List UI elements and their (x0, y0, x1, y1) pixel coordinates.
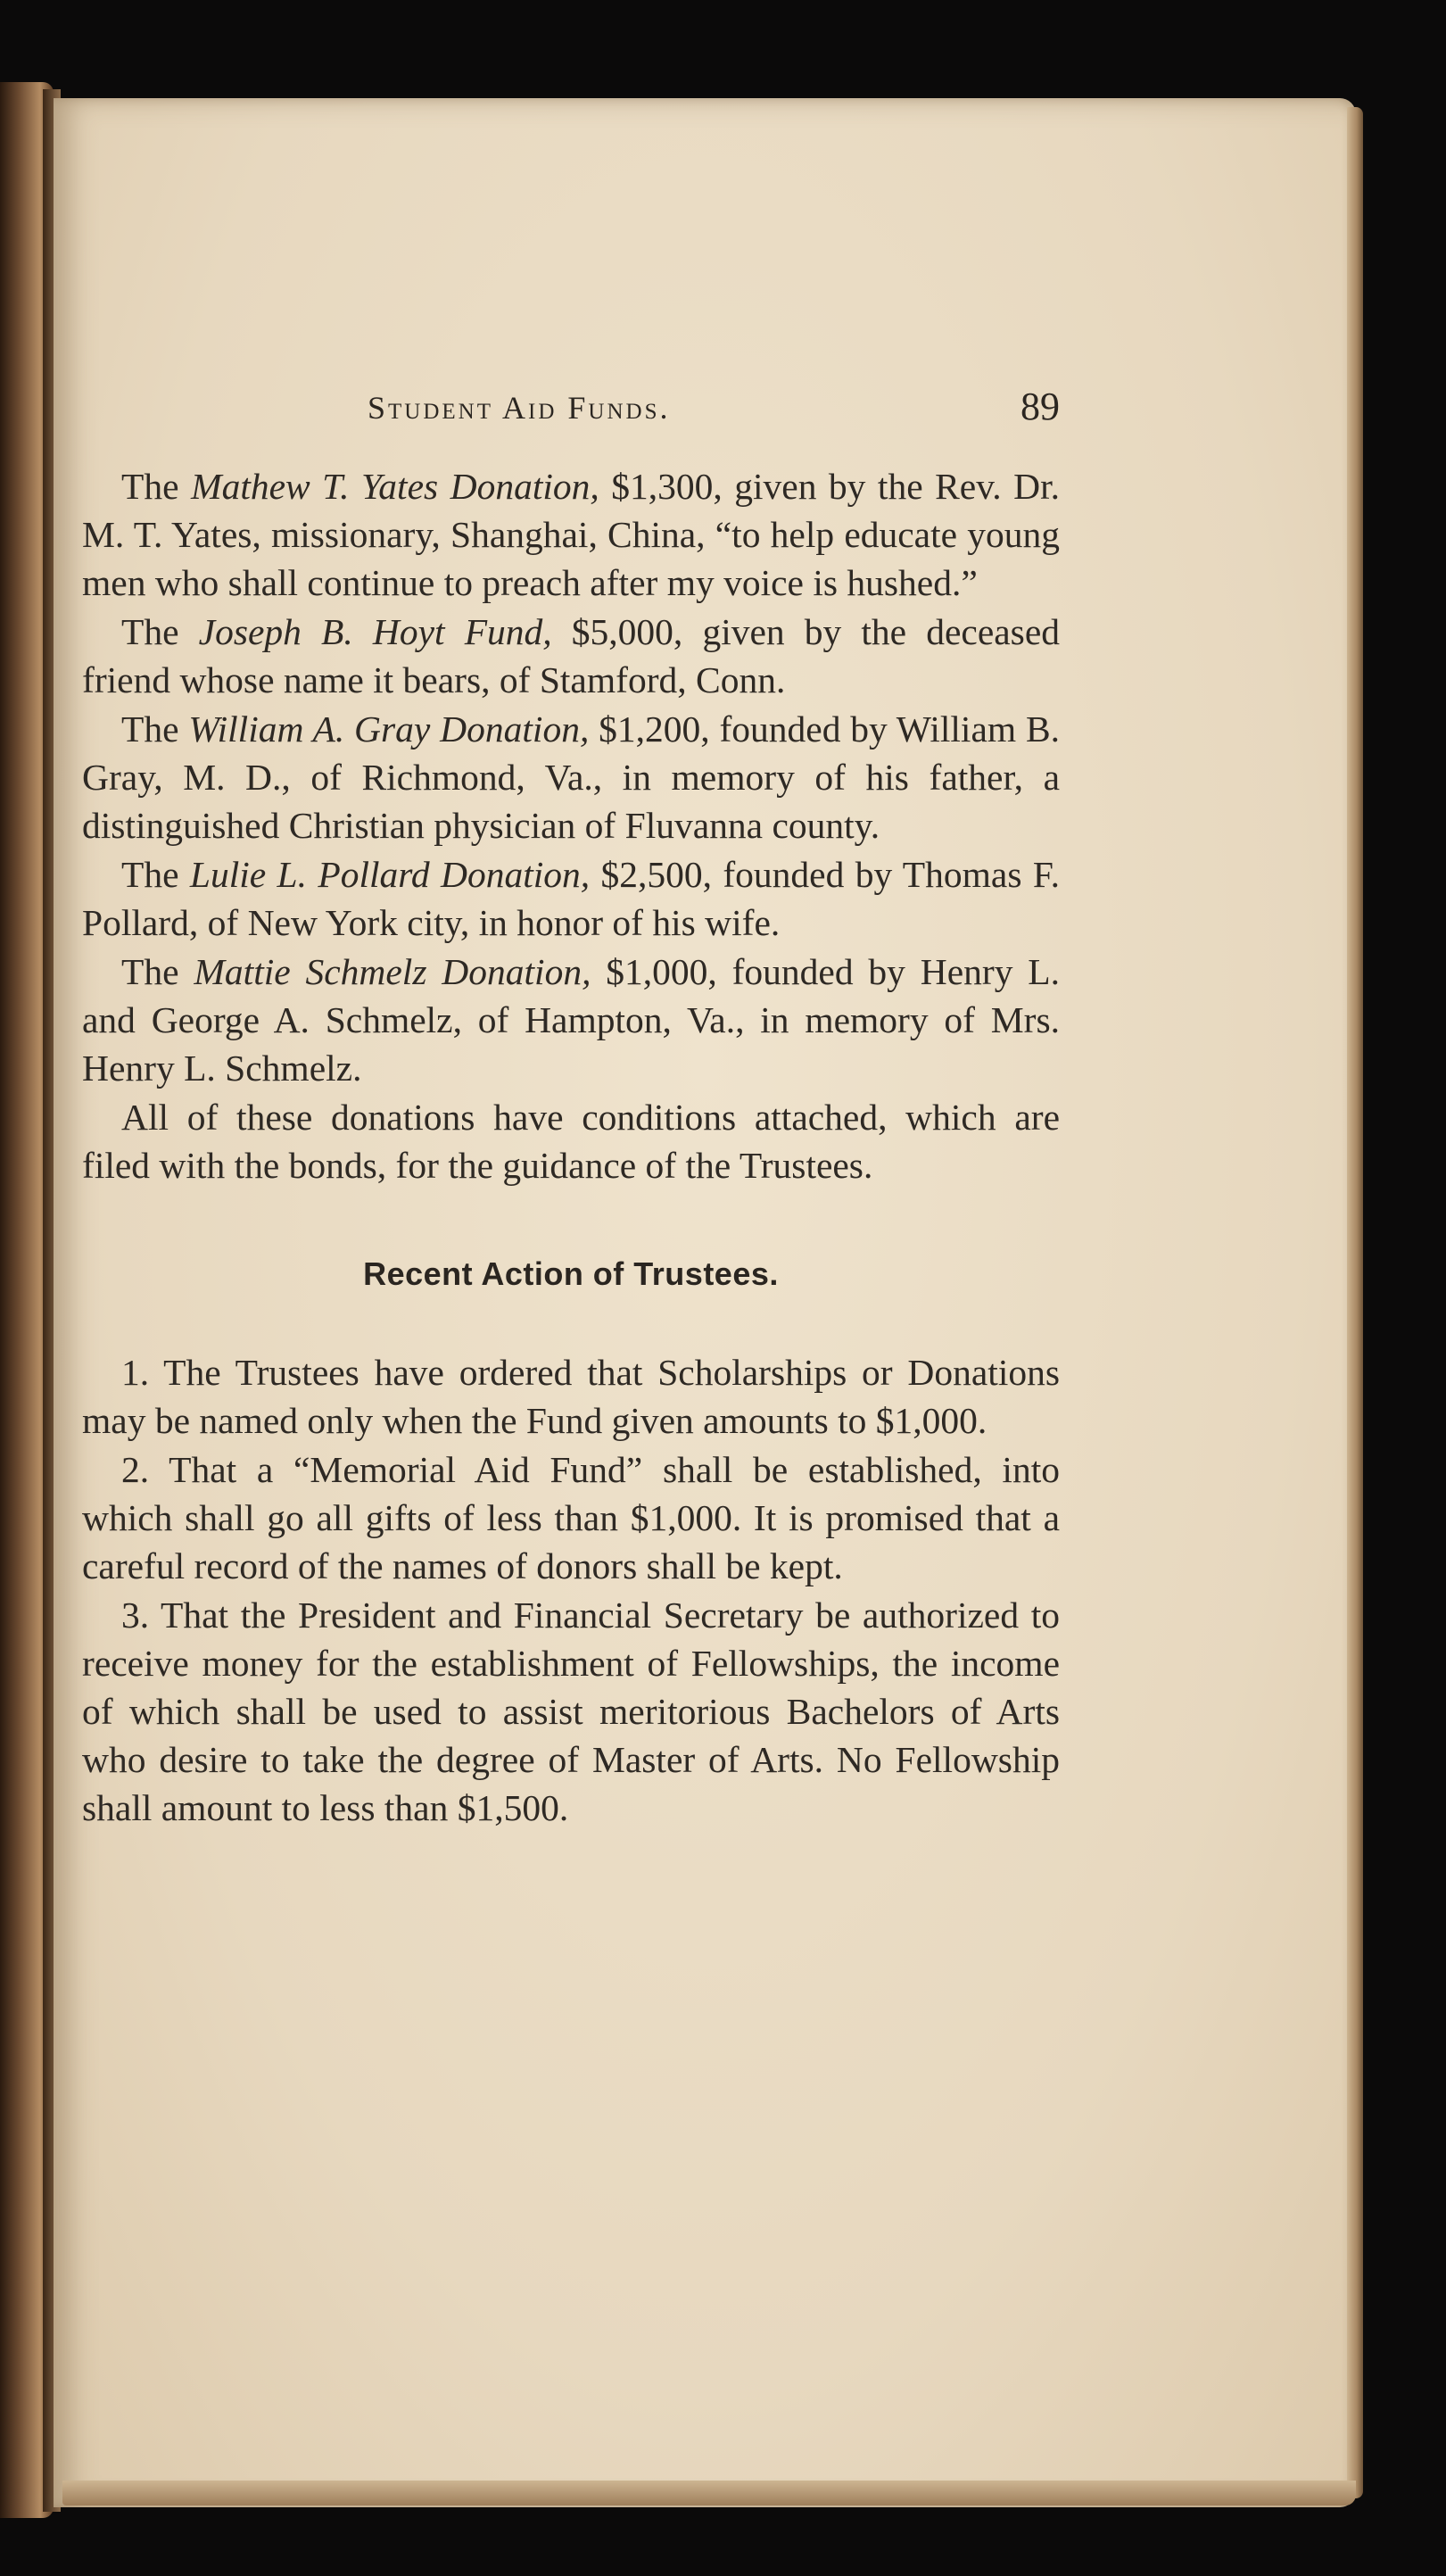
donation-paragraph: The Mathew T. Yates Donation, $1,300, given by the Rev. Dr. M. T. Yates, missionary, Shanghai, China, “to help educate young men who shall continue to preach after my voice is hushed.” (82, 466, 1060, 603)
section-heading: Recent Action of Trustees. (363, 1255, 779, 1292)
donation-name: Joseph B. Hoyt Fund, (198, 611, 552, 652)
trustee-action-item: 2. That a “Memorial Aid Fund” shall be established, into which shall go all gifts of less than $1,000. It is promised that a careful record of the names of donors shall be kept. (82, 1449, 1060, 1586)
page-number: 89 (1020, 385, 1060, 428)
donation-paragraph: The Lulie L. Pollard Donation, $2,500, founded by Thomas F. Pollard, of New York city, in honor of his wife. (82, 854, 1060, 943)
donation-name: William A. Gray Donation, (188, 708, 590, 750)
page-body (82, 462, 1060, 1833)
donation-name: Mathew T. Yates Donation, (191, 466, 599, 507)
donation-paragraph: The Joseph B. Hoyt Fund, $5,000, given by the deceased friend whose name it bears, of Stamford, Conn. (82, 611, 1060, 700)
page-fore-edge (1347, 107, 1363, 2498)
trustee-action-item: 1. The Trustees have ordered that Scholarships or Donations may be named only when the Fund given amounts to $1,000. (82, 1352, 1060, 1441)
donation-paragraph: The Mattie Schmelz Donation, $1,000, founded by Henry L. and George A. Schmelz, of Hampton, Va., in memory of Mrs. Henry L. Schmelz. (82, 951, 1060, 1089)
running-head: Student Aid Funds. (368, 390, 671, 426)
donation-name: Lulie L. Pollard Donation, (189, 854, 591, 895)
trustee-action-item: 3. That the President and Financial Secretary be authorized to receive money for the establishment of Fellowships, the income of which shall be used to assist meritorious Bachelors of Arts who desire to take the degree of Master of Arts. No Fellowship shall amount to less than $1,500. (82, 1594, 1060, 1828)
donation-paragraph: The William A. Gray Donation, $1,200, founded by William B. Gray, M. D., of Richmond, Va., in memory of his father, a distinguished Christian physician of Fluvanna county. (82, 708, 1061, 846)
page-header (368, 382, 1060, 435)
conditions-note: All of these donations have conditions attached, which are filed with the bonds, for the guidance of the Trustees. (82, 1097, 1060, 1186)
donation-name: Mattie Schmelz Donation, (194, 951, 591, 992)
page-bottom-edge (62, 2481, 1356, 2506)
